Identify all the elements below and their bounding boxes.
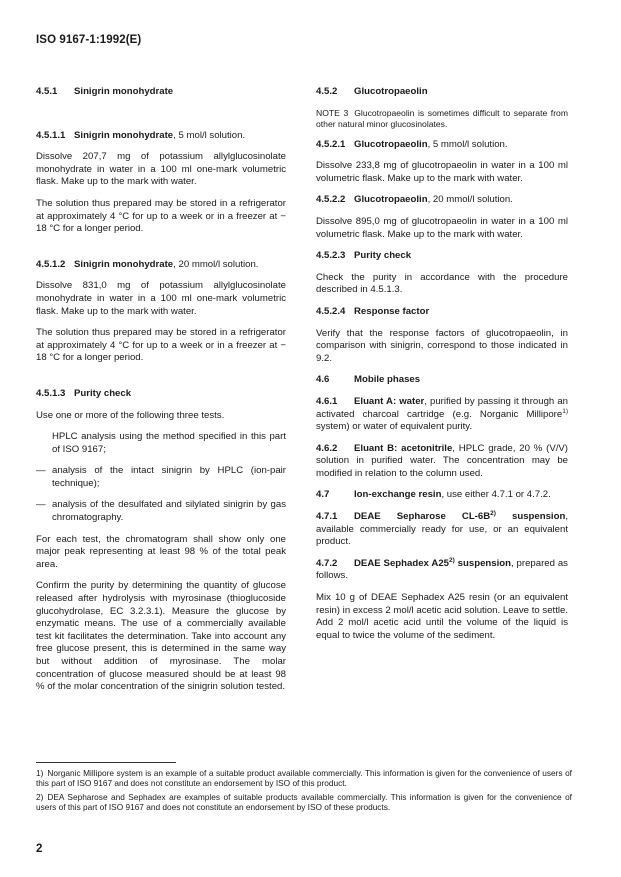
paragraph: Verify that the response factors of glucotropaeolin, in comparison with sinigrin, correspond to those indicated in 9.2.: [316, 327, 568, 364]
heading-4-5-2-2: 4.5.2.2 Glucotropaeolin, 20 mmol/l solution.: [316, 194, 513, 206]
paragraph-4-6-2: 4.6.2 Eluant B: acetonitrile, HPLC grade, 20 % (V/V) solution in purified water. The concentration may be modified in relation to the column used.: [316, 442, 568, 479]
list-item: — analysis of the intact sinigrin by HPLC (ion-pair technique);: [36, 465, 286, 489]
paragraph: HPLC analysis using the method specified in this part of ISO 9167;: [52, 431, 286, 455]
paragraph-4-7-2: 4.7.2 DEAE Sephadex A25$^{2)}$ suspension, prepared as follows.: [316, 556, 568, 582]
footnote-1: 1) Norganic Millipore system is an example of a suitable product available commercially. This information is given for the convenience of users of this part of ISO 9167 and does not constitute an endorsement by ISO of this product.: [36, 768, 572, 789]
heading-4-5-1-1: 4.5.1.1 Sinigrin monohydrate, 5 mol/l solution.: [36, 129, 246, 141]
paragraph: Dissolve 207,7 mg of potassium allylglucosinolate monohydrate in water in a 100 ml one-mark volumetric flask. Make up to the mark with water.: [36, 151, 286, 188]
heading-4-5-2-4: 4.5.2.4 Response factor: [316, 305, 430, 317]
heading-4-5-2: 4.5.2 Glucotropaeolin: [316, 86, 428, 97]
heading-4-5-1: 4.5.1 Sinigrin monohydrate: [36, 86, 174, 97]
paragraph: Dissolve 831,0 mg of potassium allylglucosinolate monohydrate in water in a 100 ml one-mark volumetric flask. Make up to the mark with water.: [36, 280, 286, 317]
paragraph: Dissolve 233,8 mg of glucotropaeolin in water in a 100 ml volumetric flask. Make up to the mark with water.: [316, 160, 568, 184]
paragraph: The solution thus prepared may be stored in a refrigerator at approximately 4 °C for up to a week or in a freezer at − 18 °C for a longer period.: [36, 327, 286, 364]
paragraph-4-7: 4.7 Ion-exchange resin, use either 4.7.1 or 4.7.2.: [316, 489, 551, 501]
footnote-2: 2) DEA Sepharose and Sephadex are examples of suitable products available commercially. This information is given for the convenience of users of this part of ISO 9167 and does not constitute an endorsement by ISO of these products.: [36, 792, 572, 813]
heading-4-6: 4.6 Mobile phases: [316, 374, 421, 386]
paragraph: Mix 10 g of DEAE Sephadex A25 resin (or an equivalent resin) in excess 2 mol/l acetic acid solution. Leave to settle. Add 2 mol/l acetic acid until the volume of the liquid is equal to twice the volume of the sediment.: [316, 592, 568, 641]
heading-4-5-2-1: 4.5.2.1 Glucotropaeolin, 5 mmol/l solution.: [316, 138, 508, 150]
paragraph: Use one or more of the following three tests.: [36, 409, 225, 421]
paragraph-4-6-1: 4.6.1 Eluant A: water, purified by passing it through an activated charcoal cartridge (e.g. Norganic Millipore$^{1)}$ system) or water of equivalent purity.: [316, 395, 568, 433]
heading-4-5-1-3: 4.5.1.3 Purity check: [36, 387, 132, 399]
paragraph-4-7-1: 4.7.1 DEAE Sepharose $CL-6B^{2)}$ suspension, available commercially ready for use, or an equivalent product.: [316, 509, 568, 548]
page-number: 2: [36, 843, 43, 855]
paragraph: Check the purity in accordance with the procedure described in 4.5.1.3.: [316, 271, 568, 296]
right-column: [316, 86, 568, 651]
note-3: NOTE 3 Glucotropaeolin is sometimes difficult to separate from other natural minor glucosinolates.: [316, 107, 568, 129]
paragraph: The solution thus prepared may be stored in a refrigerator at approximately 4 °C for up to a week or in a freezer at − 18 °C for a longer period.: [36, 197, 286, 235]
paragraph: Confirm the purity by determining the quantity of glucose released after hydrolysis with myrosinase (thioglucoside glucohydrolase, EC 3.2.3.1). Measure the glucose by enzymatic means. The use of a commercially available test kit facilitates the determination. Take into account any free glucose present, this is determined in the same way but without addition of myrosinase. The molar concentration of glucose measured should be at least 98 % of the molar concentration of the sinigrin solution tested.: [36, 580, 286, 693]
footnote-separator: [36, 762, 176, 763]
paragraph: Dissolve 895,0 mg of glucotropaeolin in water in a 100 ml volumetric flask. Make up to the mark with water.: [316, 215, 568, 240]
paragraph: For each test, the chromatogram shall show only one major peak representing at least 98 % of the total peak area.: [36, 533, 286, 570]
document-id-header: ISO 9167-1:1992(E): [36, 34, 142, 46]
heading-4-5-2-3: 4.5.2.3 Purity check: [316, 250, 412, 262]
heading-4-5-1-2: 4.5.1.2 Sinigrin monohydrate, 20 mmol/l solution.: [36, 258, 259, 270]
left-column: [36, 86, 286, 703]
list-item: — analysis of the desulfated and silylated sinigrin by gas chromatography.: [36, 499, 286, 524]
